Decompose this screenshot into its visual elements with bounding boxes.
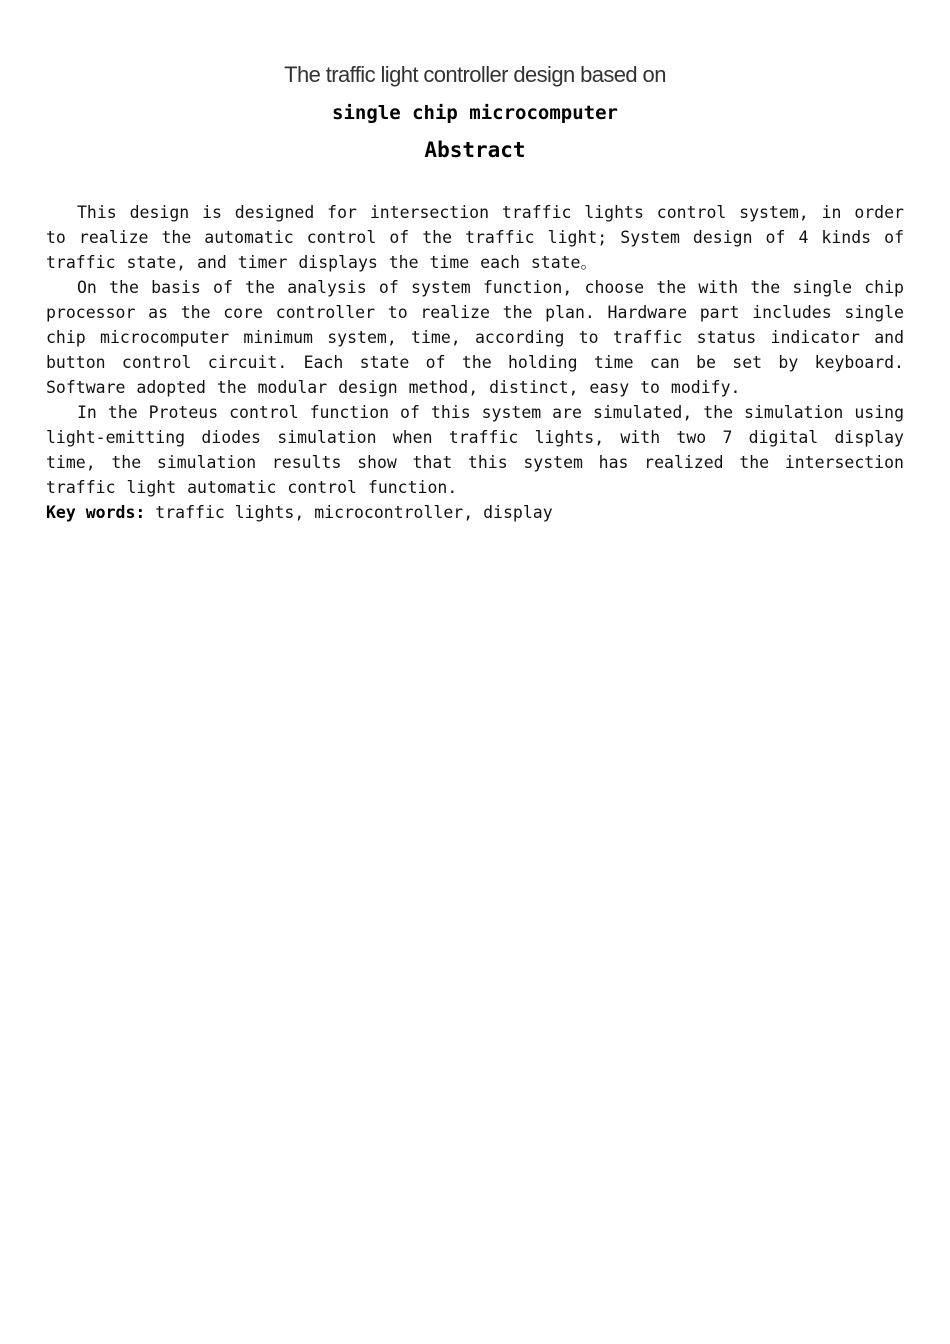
abstract-paragraph-1: This design is designed for intersection traffic lights control system, in order to realize the automatic control of the traffic light; System design of 4 kinds of traffic state, and timer displays the time each state。 (46, 203, 904, 272)
keywords-label: Key words: (46, 503, 146, 522)
title-line-2: single chip microcomputer (332, 102, 618, 124)
abstract-paragraph-3: In the Proteus control function of this system are simulated, the simulation using light-emitting diodes simulation when traffic lights, with two 7 digital display time, the simulation results show that this system has realized the intersection traffic light automatic control function. (46, 403, 904, 497)
abstract-heading: Abstract (424, 138, 526, 162)
keywords-line (46, 500, 904, 525)
abstract-paragraph-2: On the basis of the analysis of system function, choose the with the single chip processor as the core controller to realize the plan. Hardware part includes single chip microcomputer minimum system, time, according to traffic status indicator and button control circuit. Each state of the holding time can be set by keyboard. Software adopted the modular design method, distinct, easy to modify. (46, 278, 904, 397)
keywords-value: traffic lights, microcontroller, display (145, 503, 553, 522)
title-line-1: The traffic light controller design based on (284, 62, 666, 87)
abstract-body (46, 200, 904, 525)
